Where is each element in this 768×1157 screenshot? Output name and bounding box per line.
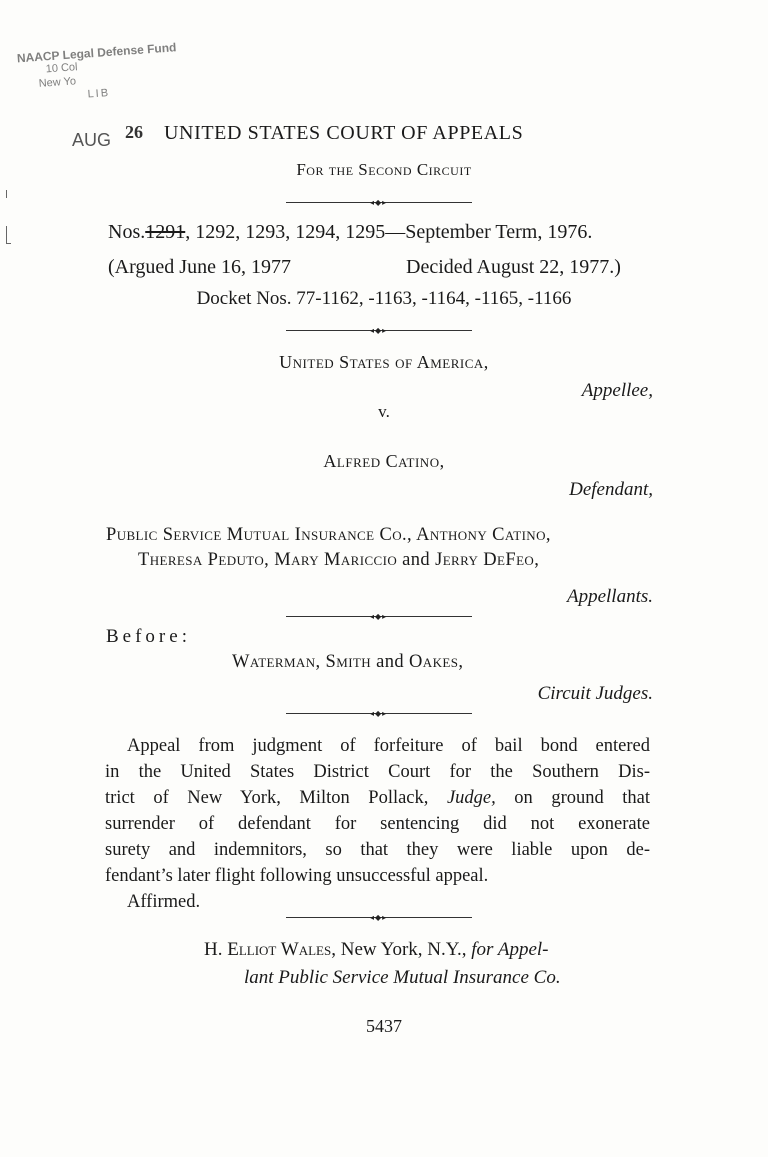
stamp-line-1: NAACP Legal Defense Fund (16, 40, 177, 66)
summary-line-3b: on ground that (495, 788, 651, 808)
ornament-rule: ◂◆▸ (286, 202, 472, 203)
summary-line-1: Appeal from judgment of forfeiture of bail bond entered (127, 736, 650, 756)
disposition: Affirmed. (127, 892, 201, 912)
ornament-rule: ◂◆▸ (286, 616, 472, 617)
case-summary (105, 733, 650, 915)
summary-line-5: surety and indemnitors, so that they were liable upon de- (105, 840, 650, 860)
decided-date: Decided August 22, 1977.) (406, 256, 621, 278)
docket-numbers: Docket Nos. 77-1162, -1163, -1164, -1165, -1166 (196, 288, 572, 309)
ornament-rule: ◂◆▸ (286, 917, 472, 918)
before-label: Before: (106, 626, 191, 647)
judges-and: and (371, 652, 410, 672)
versus: v. (378, 402, 390, 421)
nos-struck-number: 1291 (145, 221, 186, 243)
counsel-name: H. Elliot Wales (204, 939, 332, 960)
appellants-line-1: Public Service Mutual Insurance Co., Anthony Catino, (106, 525, 551, 545)
court-title: UNITED STATES COURT OF APPEALS (164, 122, 524, 144)
summary-line-6: fendant’s later flight following unsuccessful appeal. (105, 866, 489, 886)
appellants-role: Appellants. (566, 586, 653, 607)
stamp-line-2: 10 Col (45, 61, 78, 76)
summary-line-3a: trict of New York, Milton Pollack, (105, 788, 447, 808)
case-numbers (108, 221, 592, 244)
library-stamp (15, 23, 230, 117)
ornament-rule: ◂◆▸ (286, 713, 472, 714)
judges-role: Circuit Judges. (537, 683, 653, 704)
circuit-subtitle: For the Second Circuit (296, 160, 472, 179)
appellants-and: and (397, 550, 436, 570)
stamp-line-3: New Yo (38, 75, 77, 90)
date-stamp-month: AUG (72, 130, 112, 150)
summary-line-4: surrender of defendant for sentencing did not exonerate (105, 814, 650, 834)
page-number: 5437 (366, 1016, 402, 1036)
appellants-names-b: Jerry DeFeo, (435, 550, 540, 570)
argued-date: (Argued June 16, 1977 (108, 256, 291, 278)
nos-rest: , 1292, 1293, 1294, 1295—September Term, 1976. (185, 221, 593, 243)
judges-names-b: Oakes, (409, 652, 464, 672)
defendant-name: Alfred Catino, (323, 451, 445, 471)
defendant-role: Defendant, (569, 479, 653, 500)
margin-mark (6, 226, 7, 244)
summary-judge: Judge, (446, 788, 496, 808)
appellants-names-a: Theresa Peduto, Mary Mariccio (138, 550, 398, 570)
counsel-line-1 (204, 939, 549, 961)
appellee-name: United States of America, (279, 352, 489, 372)
margin-mark (6, 243, 11, 244)
judges-line (232, 652, 463, 673)
appellee-role: Appellee, (581, 380, 653, 401)
nos-prefix: Nos. (108, 221, 146, 243)
counsel-city: , New York, N.Y., (331, 939, 472, 960)
judges-names-a: Waterman, Smith (232, 652, 372, 672)
date-stamp-day: 26 (125, 122, 143, 142)
appellants-line-2 (138, 550, 539, 571)
ornament-rule: ◂◆▸ (286, 330, 472, 331)
stamp-line-4: LIB (87, 86, 111, 101)
counsel-role-1: for Appel- (471, 939, 549, 960)
counsel-role-2: lant Public Service Mutual Insurance Co. (244, 967, 561, 988)
margin-mark (6, 190, 7, 198)
summary-line-2: in the United States District Court for the Southern Dis- (105, 762, 650, 782)
summary-line-3 (105, 785, 650, 811)
